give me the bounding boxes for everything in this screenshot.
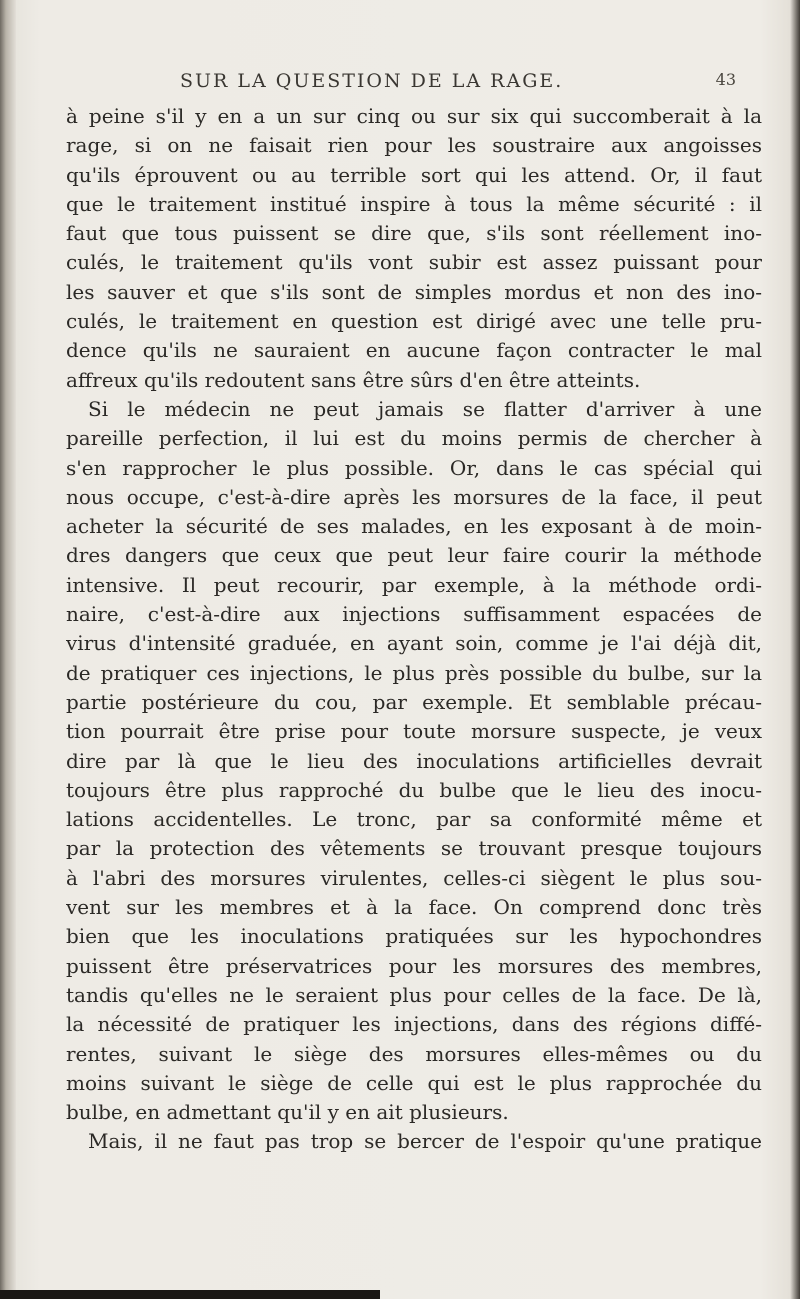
text-line: que le traitement institué inspire à tous la même sécurité : il: [66, 191, 762, 216]
text-line: s'en rapprocher le plus possible. Or, dans le cas spécial qui: [66, 455, 762, 480]
running-head: SUR LA QUESTION DE LA RAGE.: [180, 70, 564, 92]
text-line: par la protection des vêtements se trouvant presque toujours: [66, 836, 762, 861]
text-line: partie postérieure du cou, par exemple. Et semblable précau-: [66, 689, 762, 714]
text-line: tandis qu'elles ne le seraient plus pour celles de la face. De là,: [66, 982, 762, 1007]
text-line: rage, si on ne faisait rien pour les soustraire aux angoisses: [66, 133, 762, 158]
text-line: dres dangers que ceux que peut leur faire courir la méthode: [66, 543, 762, 568]
text-line: nous occupe, c'est-à-dire après les morsures de la face, il peut: [66, 484, 762, 509]
text-line: de pratiquer ces injections, le plus près possible du bulbe, sur la: [66, 660, 762, 685]
text-line: intensive. Il peut recourir, par exemple, à la méthode ordi-: [66, 572, 762, 597]
text-line: acheter la sécurité de ses malades, en les exposant à de moin-: [66, 514, 762, 539]
text-line: vent sur les membres et à la face. On comprend donc très: [66, 895, 762, 920]
text-line: dire par là que le lieu des inoculations artificielles devrait: [66, 748, 762, 773]
text-line: toujours être plus rapproché du bulbe que le lieu des inocu-: [66, 777, 762, 802]
text-line: Si le médecin ne peut jamais se flatter d'arriver à une: [88, 396, 762, 421]
text-line: naire, c'est-à-dire aux injections suffisamment espacées de: [66, 602, 762, 627]
page-number: 43: [715, 70, 736, 89]
text-line: à peine s'il y en a un sur cinq ou sur six qui succomberait à la: [66, 104, 762, 128]
text-line: dence qu'ils ne sauraient en aucune façon contracter le mal: [66, 338, 762, 363]
text-line: culés, le traitement qu'ils vont subir est assez puissant pour: [66, 250, 762, 275]
text-line: culés, le traitement en question est dirigé avec une telle pru-: [66, 309, 762, 334]
text-line: puissent être préservatrices pour les morsures des membres,: [66, 953, 762, 978]
text-line: rentes, suivant le siège des morsures elles-mêmes ou du: [66, 1041, 762, 1066]
page-gutter-shadow: [0, 0, 16, 1299]
text-line: moins suivant le siège de celle qui est le plus rapprochée du: [66, 1070, 762, 1095]
text-line: qu'ils éprouvent ou au terrible sort qui les attend. Or, il faut: [66, 162, 762, 187]
text-line: tion pourrait être prise pour toute morsure suspecte, je veux: [66, 719, 762, 744]
page-header: [70, 70, 760, 98]
text-line: bien que les inoculations pratiquées sur les hypochondres: [66, 924, 762, 949]
text-line: les sauver et que s'ils sont de simples mordus et non des ino-: [66, 279, 762, 304]
text-line: virus d'intensité graduée, en ayant soin, comme je l'ai déjà dit,: [66, 631, 762, 656]
text-line: à l'abri des morsures virulentes, celles-ci siègent le plus sou-: [66, 865, 762, 890]
text-line: la nécessité de pratiquer les injections, dans des régions diffé-: [66, 1012, 762, 1037]
text-line: pareille perfection, il lui est du moins permis de chercher à: [66, 426, 762, 451]
text-line: bulbe, en admettant qu'il y en ait plusieurs.: [66, 1100, 509, 1125]
body-text: [66, 102, 762, 1157]
text-line: lations accidentelles. Le tronc, par sa conformité même et: [66, 807, 762, 832]
text-line: faut que tous puissent se dire que, s'ils sont réellement ino-: [66, 221, 762, 246]
text-line: Mais, il ne faut pas trop se bercer de l'espoir qu'une pratique: [88, 1129, 762, 1154]
page-edge-shadow: [790, 0, 800, 1299]
bottom-shadow-rule: [0, 1290, 380, 1299]
text-line: affreux qu'ils redoutent sans être sûrs d'en être atteints.: [66, 367, 641, 392]
